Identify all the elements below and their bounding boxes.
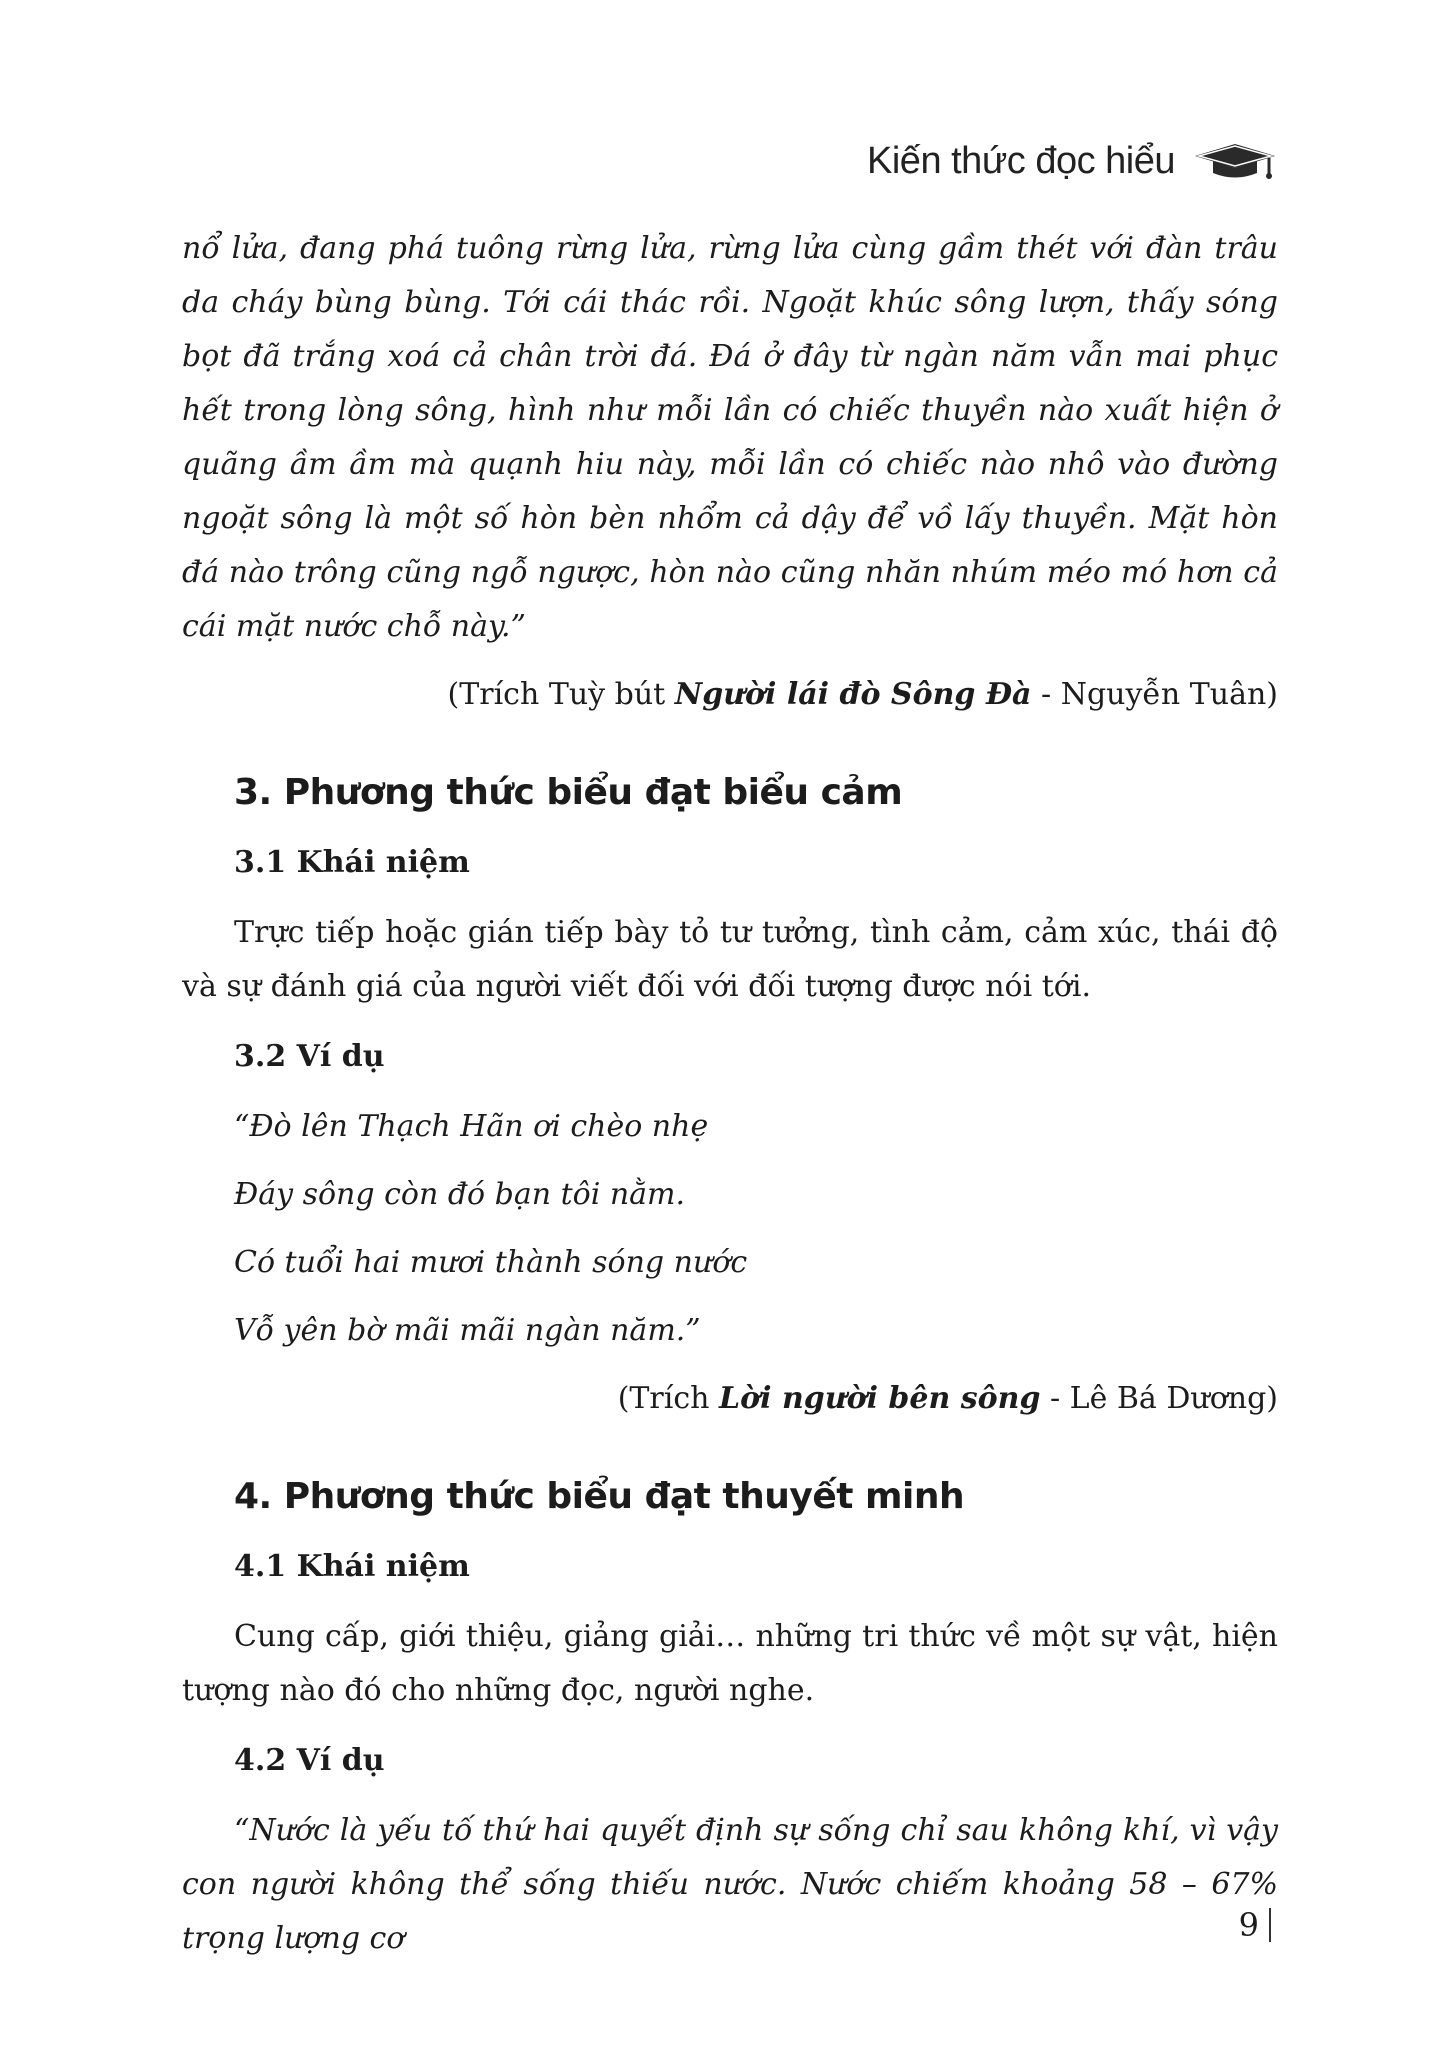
running-header: [867, 140, 1277, 183]
page-number-divider: [1269, 1908, 1271, 1942]
graduation-cap-icon: [1193, 142, 1277, 182]
page-number-value: 9: [1238, 1906, 1259, 1944]
section-3-concept-text: Trực tiếp hoặc gián tiếp bày tỏ tư tưởng, tình cảm, cảm xúc, thái độ và sự đánh giá của người viết đối với đối tượng được nói tới.: [182, 915, 1278, 1004]
citation-top: (Trích Tuỳ bút Người lái đò Sông Đà - Nguyễn Tuân): [447, 677, 1278, 712]
page-content: [182, 222, 1278, 1966]
header-title: Kiến thức đọc hiểu: [867, 140, 1175, 182]
page-number: [1239, 1906, 1271, 1944]
citation-section-3: (Trích Lời người bên sông - Lê Bá Dương): [617, 1381, 1278, 1416]
poem-line: Có tuổi hai mươi thành sóng nước: [234, 1245, 748, 1280]
section-4-1-heading: 4.1 Khái niệm: [234, 1549, 470, 1584]
section-3-heading: 3. Phương thức biểu đạt biểu cảm: [234, 772, 903, 813]
section-4-2-heading: 4.2 Ví dụ: [234, 1743, 385, 1778]
citation-work-title: Người lái đò Sông Đà: [674, 677, 1032, 712]
poem-line: Đáy sông còn đó bạn tôi nằm.: [234, 1177, 686, 1212]
passage-top: nổ lửa, đang phá tuông rừng lửa, rừng lửa cùng gầm thét với đàn trâu da cháy bùng bùng. Tới cái thác rồi. Ngoặt khúc sông lượn, thấy sóng bọt đã trắng xoá cả chân trời đá. Đá ở đây từ ngàn năm vẫn mai phục hết trong lòng sông, hình như mỗi lần có chiếc thuyền nào xuất hiện ở quãng ầm ầm mà quạnh hiu này, mỗi lần có chiếc nào nhô vào đường ngoặt sông là một số hòn bèn nhổm cả dậy để vồ lấy thuyền. Mặt hòn đá nào trông cũng ngỗ ngược, hòn nào cũng nhăn nhúm méo mó hơn cả cái mặt nước chỗ này.”: [182, 231, 1278, 644]
section-3-1-heading: 3.1 Khái niệm: [234, 845, 470, 880]
poem-line: “Đò lên Thạch Hãn ơi chèo nhẹ: [234, 1109, 709, 1144]
citation-work-title: Lời người bên sông: [719, 1381, 1041, 1416]
poem-line: Vỗ yên bờ mãi mãi ngàn năm.”: [234, 1313, 701, 1348]
section-4-heading: 4. Phương thức biểu đạt thuyết minh: [234, 1476, 965, 1517]
section-4-concept-text: Cung cấp, giới thiệu, giảng giải… những tri thức về một sự vật, hiện tượng nào đó cho những đọc, người nghe.: [182, 1619, 1278, 1708]
section-4-example-text: “Nước là yếu tố thứ hai quyết định sự sống chỉ sau không khí, vì vậy con người không thể sống thiếu nước. Nước chiếm khoảng 58 – 67% trọng lượng cơ: [182, 1813, 1278, 1956]
section-3-2-heading: 3.2 Ví dụ: [234, 1039, 385, 1074]
